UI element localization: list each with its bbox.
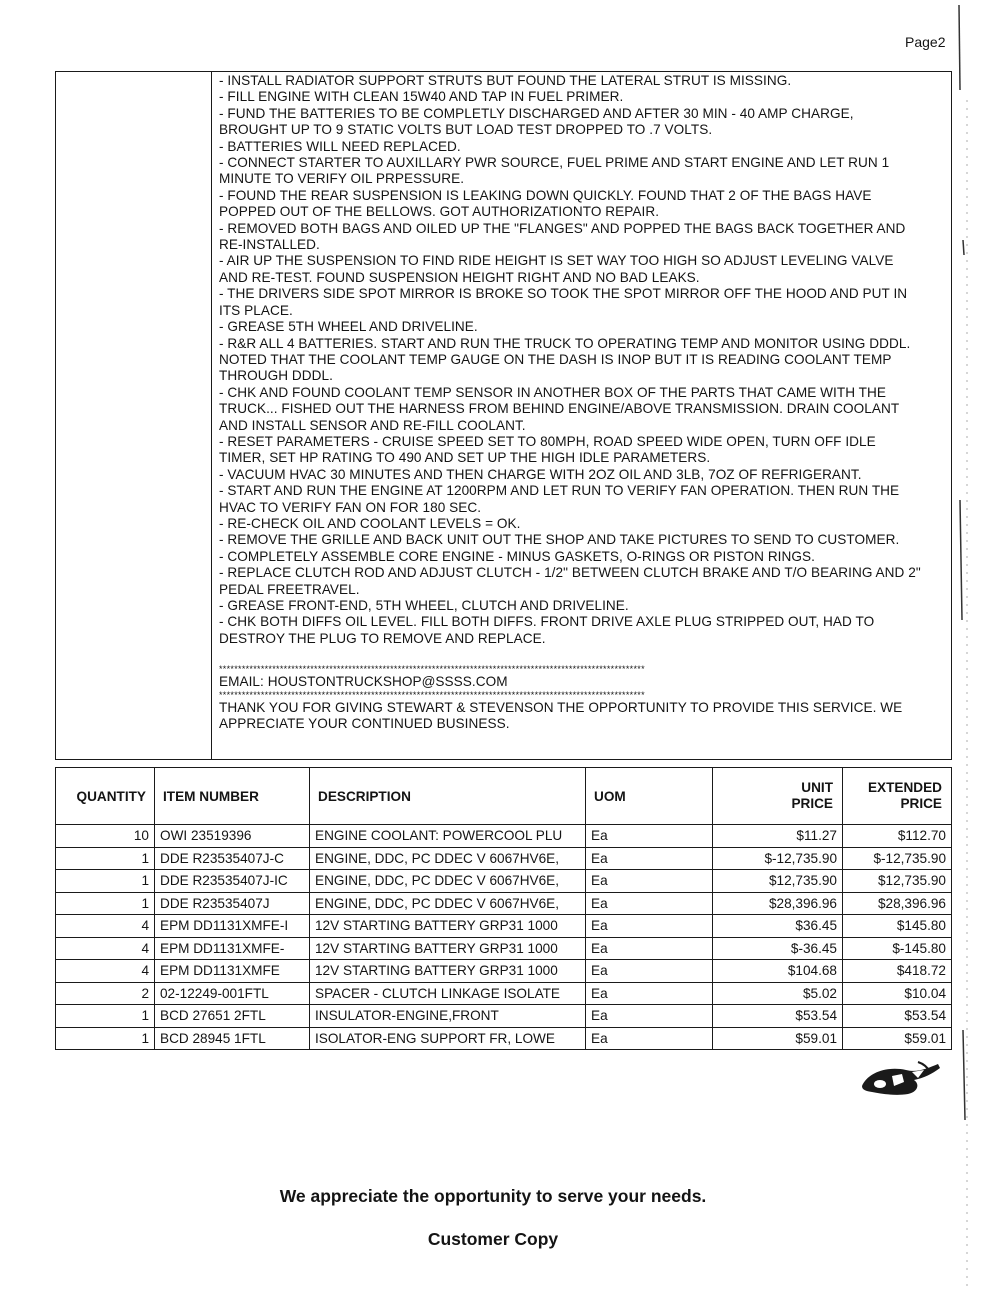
note-line: TRUCK... FISHED OUT THE HARNESS FROM BEHIND ENGINE/ABOVE TRANSMISSION. DRAIN COOLANT [219, 401, 900, 417]
description-cell: ISOLATOR-ENG SUPPORT FR, LOWE [310, 1027, 586, 1050]
note-line: - R&R ALL 4 BATTERIES. START AND RUN THE TRUCK TO OPERATING TEMP AND MONITOR USING DDDL. [219, 335, 911, 351]
note-line: - THE DRIVERS SIDE SPOT MIRROR IS BROKE SO TOOK THE SPOT MIRROR OFF THE HOOD AND PUT IN [219, 286, 908, 302]
quantity-cell: 4 [56, 915, 155, 938]
page-label: Page2 [905, 34, 946, 50]
extended-price-cell: $-12,735.90 [843, 847, 952, 870]
description-cell: SPACER - CLUTCH LINKAGE ISOLATE [310, 982, 586, 1005]
note-line: - INSTALL RADIATOR SUPPORT STRUTS BUT FOUND THE LATERAL STRUT IS MISSING. [219, 73, 792, 88]
quantity-cell: 2 [56, 982, 155, 1005]
description-cell: 12V STARTING BATTERY GRP31 1000 [310, 915, 586, 938]
unit-price-cell: $36.45 [713, 915, 843, 938]
note-line: AND INSTALL SENSOR AND RE-FILL COOLANT. [219, 417, 526, 433]
parts-table [55, 767, 952, 1050]
quantity-cell: 4 [56, 937, 155, 960]
footer-copy-label: Customer Copy [427, 1229, 559, 1249]
note-line: HVAC TO VERIFY FAN ON FOR 180 SEC. [219, 499, 482, 515]
quantity-cell: 1 [56, 1027, 155, 1050]
description-cell: ENGINE, DDC, PC DDEC V 6067HV6E, [310, 892, 586, 915]
separator-line-bottom: **************************************************************************************************************** [219, 690, 645, 700]
note-line: - START AND RUN THE ENGINE AT 1200RPM AND LET RUN TO VERIFY FAN OPERATION. THEN RUN THE [219, 483, 900, 499]
note-line: - FOUND THE REAR SUSPENSION IS LEAKING DOWN QUICKLY. FOUND THAT 2 OF THE BAGS HAVE [219, 187, 872, 203]
table-row [56, 825, 952, 848]
table-row [56, 915, 952, 938]
table-row [56, 1027, 952, 1050]
note-line: - FUND THE BATTERIES TO BE COMPLETLY DISCHARGED AND AFTER 30 MIN - 40 AMP CHARGE, [219, 105, 854, 121]
table-row [56, 892, 952, 915]
header-extended-price-line2: PRICE [900, 796, 942, 811]
notes-divider [211, 72, 212, 759]
table-row [56, 937, 952, 960]
note-line: POPPED OUT OF THE BELLOWS. GOT AUTHORIZATIONTO REPAIR. [219, 204, 660, 220]
note-line: - REPLACE CLUTCH ROD AND ADJUST CLUTCH - 1/2" BETWEEN CLUTCH BRAKE AND T/O BEARING AND 2" [219, 565, 921, 581]
table-row [56, 960, 952, 983]
note-line: - CONNECT STARTER TO AUXILLARY PWR SOURCE, FUEL PRIME AND START ENGINE AND LET RUN 1 [219, 155, 890, 171]
spacer [219, 647, 944, 665]
item-number-cell: EPM DD1131XMFE [155, 960, 310, 983]
note-line: - RESET PARAMETERS - CRUISE SPEED SET TO 80MPH, ROAD SPEED WIDE OPEN, TURN OFF IDLE [219, 433, 876, 449]
note-line: - REMOVE THE GRILLE AND BACK UNIT OUT THE SHOP AND TAKE PICTURES TO SEND TO CUSTOMER. [219, 532, 900, 548]
extended-price-cell: $59.01 [843, 1027, 952, 1050]
extended-price-cell: $12,735.90 [843, 870, 952, 893]
note-line: - CHK AND FOUND COOLANT TEMP SENSOR IN ANOTHER BOX OF THE PARTS THAT CAME WITH THE [219, 384, 887, 400]
uom-cell: Ea [586, 982, 713, 1005]
thank-you-line-1: THANK YOU FOR GIVING STEWART & STEVENSON THE OPPORTUNITY TO PROVIDE THIS SERVICE. WE [219, 699, 903, 715]
unit-price-cell: $-12,735.90 [713, 847, 843, 870]
item-number-cell: EPM DD1131XMFE-I [155, 915, 310, 938]
header-extended-price [843, 768, 952, 825]
header-quantity: QUANTITY [56, 768, 155, 825]
table-row [56, 1005, 952, 1028]
service-notes-text [219, 73, 944, 732]
unit-price-cell: $28,396.96 [713, 892, 843, 915]
note-line: ITS PLACE. [219, 302, 293, 318]
description-cell: 12V STARTING BATTERY GRP31 1000 [310, 960, 586, 983]
note-line: DESTROY THE PLUG TO REMOVE AND REPLACE. [219, 630, 546, 646]
table-row [56, 982, 952, 1005]
item-number-cell: DDE R23535407J-C [155, 847, 310, 870]
separator-line-top: **************************************************************************************************************** [219, 665, 645, 675]
description-cell: INSULATOR-ENGINE,FRONT [310, 1005, 586, 1028]
header-item-number: ITEM NUMBER [155, 768, 310, 825]
email-line: EMAIL: HOUSTONTRUCKSHOP@SSSS.COM [219, 674, 508, 690]
thank-you-line-2: APPRECIATE YOUR CONTINUED BUSINESS. [219, 716, 510, 732]
quantity-cell: 10 [56, 825, 155, 848]
note-line: - CHK BOTH DIFFS OIL LEVEL. FILL BOTH DIFFS. FRONT DRIVE AXLE PLUG STRIPPED OUT, HAD TO [219, 614, 875, 630]
extended-price-cell: $112.70 [843, 825, 952, 848]
item-number-cell: DDE R23535407J-IC [155, 870, 310, 893]
uom-cell: Ea [586, 825, 713, 848]
uom-cell: Ea [586, 915, 713, 938]
quantity-cell: 1 [56, 870, 155, 893]
note-line: - GREASE 5TH WHEEL AND DRIVELINE. [219, 319, 478, 335]
item-number-cell: DDE R23535407J [155, 892, 310, 915]
scan-edge-artifact [957, 0, 977, 1294]
header-description: DESCRIPTION [310, 768, 586, 825]
note-line: - FILL ENGINE WITH CLEAN 15W40 AND TAP IN FUEL PRIMER. [219, 89, 624, 105]
service-notes-box [55, 71, 952, 760]
extended-price-cell: $53.54 [843, 1005, 952, 1028]
uom-cell: Ea [586, 892, 713, 915]
unit-price-cell: $104.68 [713, 960, 843, 983]
extended-price-cell: $145.80 [843, 915, 952, 938]
note-line: TIMER, SET HP RATING TO 490 AND SET UP THE HIGH IDLE PARAMETERS. [219, 450, 711, 466]
quantity-cell: 1 [56, 847, 155, 870]
header-unit-price-line2: PRICE [791, 796, 833, 811]
item-number-cell: BCD 27651 2FTL [155, 1005, 310, 1028]
footer-appreciation: We appreciate the opportunity to serve your needs. [279, 1186, 707, 1206]
extended-price-cell: $-145.80 [843, 937, 952, 960]
description-cell: ENGINE COOLANT: POWERCOOL PLU [310, 825, 586, 848]
table-header-row [56, 768, 952, 825]
unit-price-cell: $12,735.90 [713, 870, 843, 893]
note-line: - REMOVED BOTH BAGS AND OILED UP THE "FLANGES" AND POPPED THE BAGS BACK TOGETHER AND [219, 220, 906, 236]
uom-cell: Ea [586, 847, 713, 870]
note-line: - GREASE FRONT-END, 5TH WHEEL, CLUTCH AND DRIVELINE. [219, 598, 629, 613]
note-line: - RE-CHECK OIL AND COOLANT LEVELS = OK. [219, 515, 521, 531]
note-line: - COMPLETELY ASSEMBLE CORE ENGINE - MINUS GASKETS, O-RINGS OR PISTON RINGS. [219, 548, 815, 564]
note-line: THROUGH DDDL. [219, 368, 333, 384]
uom-cell: Ea [586, 960, 713, 983]
uom-cell: Ea [586, 1005, 713, 1028]
note-line: MINUTE TO VERIFY OIL PRPESSURE. [219, 171, 465, 187]
note-line: - VACUUM HVAC 30 MINUTES AND THEN CHARGE WITH 2OZ OIL AND 3LB, 7OZ OF REFRIGERANT. [219, 466, 862, 482]
table-row [56, 870, 952, 893]
notes-lines [219, 73, 944, 647]
item-number-cell: EPM DD1131XMFE- [155, 937, 310, 960]
header-unit-price-line1: UNIT [801, 780, 833, 795]
note-line: RE-INSTALLED. [219, 237, 320, 253]
header-extended-price-line1: EXTENDED [867, 780, 942, 795]
extended-price-cell: $418.72 [843, 960, 952, 983]
stamp-logo [858, 1058, 942, 1098]
table-row [56, 847, 952, 870]
note-line: AND RE-TEST. FOUND SUSPENSION HEIGHT RIGHT AND NO BAD LEAKS. [219, 269, 700, 285]
unit-price-cell: $11.27 [713, 825, 843, 848]
description-cell: 12V STARTING BATTERY GRP31 1000 [310, 937, 586, 960]
extended-price-cell: $28,396.96 [843, 892, 952, 915]
header-uom: UOM [586, 768, 713, 825]
extended-price-cell: $10.04 [843, 982, 952, 1005]
item-number-cell: BCD 28945 1FTL [155, 1027, 310, 1050]
unit-price-cell: $53.54 [713, 1005, 843, 1028]
unit-price-cell: $59.01 [713, 1027, 843, 1050]
note-line: NOTED THAT THE COOLANT TEMP GAUGE ON THE DASH IS INOP BUT IT IS READING COOLANT TEMP [219, 351, 892, 367]
quantity-cell: 1 [56, 1005, 155, 1028]
note-line: - AIR UP THE SUSPENSION TO FIND RIDE HEIGHT IS SET WAY TOO HIGH SO ADJUST LEVELING VALVE [219, 253, 894, 269]
note-line: - BATTERIES WILL NEED REPLACED. [219, 138, 461, 154]
quantity-cell: 1 [56, 892, 155, 915]
unit-price-cell: $-36.45 [713, 937, 843, 960]
unit-price-cell: $5.02 [713, 982, 843, 1005]
item-number-cell: 02-12249-001FTL [155, 982, 310, 1005]
quantity-cell: 4 [56, 960, 155, 983]
table-body [56, 825, 952, 1050]
uom-cell: Ea [586, 937, 713, 960]
description-cell: ENGINE, DDC, PC DDEC V 6067HV6E, [310, 870, 586, 893]
description-cell: ENGINE, DDC, PC DDEC V 6067HV6E, [310, 847, 586, 870]
note-line: BROUGHT UP TO 9 STATIC VOLTS BUT LOAD TEST DROPPED TO .7 VOLTS. [219, 122, 713, 138]
header-unit-price [713, 768, 843, 825]
item-number-cell: OWI 23519396 [155, 825, 310, 848]
uom-cell: Ea [586, 1027, 713, 1050]
note-line: PEDAL FREETRAVEL. [219, 581, 360, 597]
uom-cell: Ea [586, 870, 713, 893]
